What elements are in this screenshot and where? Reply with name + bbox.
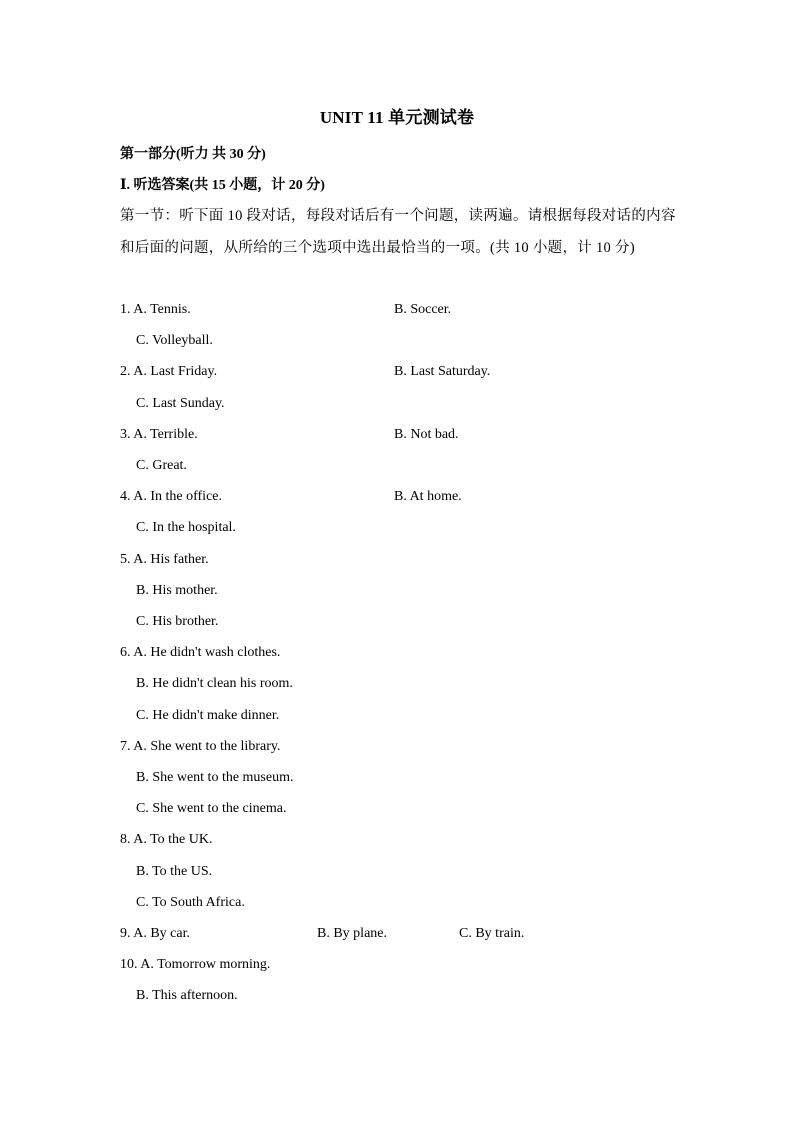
question-6-option-a: 6. A. He didn't wash clothes. bbox=[120, 645, 281, 660]
question-2-option-b: B. Last Saturday. bbox=[394, 364, 491, 379]
question-1-option-b: B. Soccer. bbox=[394, 302, 452, 317]
question-8-option-c: C. To South Africa. bbox=[136, 895, 245, 910]
question-1-option-a: 1. A. Tennis. bbox=[120, 302, 191, 317]
question-7-option-c: C. She went to the cinema. bbox=[136, 801, 287, 816]
question-10-option-b: B. This afternoon. bbox=[136, 988, 238, 1003]
question-5-option-c: C. His brother. bbox=[136, 614, 219, 629]
question-1-option-c: C. Volleyball. bbox=[136, 333, 213, 348]
question-7-option-b: B. She went to the museum. bbox=[136, 770, 294, 785]
question-6-option-b: B. He didn't clean his room. bbox=[136, 676, 293, 691]
question-10-option-a: 10. A. Tomorrow morning. bbox=[120, 957, 271, 972]
question-3-option-b: B. Not bad. bbox=[394, 427, 459, 442]
instructions-paragraph: 第一节：听下面 10 段对话，每段对话后有一个问题，读两遍。请根据每段对话的内容和后面的问题，从所给的三个选项中选出最恰当的一项。(共 10 小题，计 10 分) bbox=[120, 208, 676, 256]
question-5-option-b: B. His mother. bbox=[136, 583, 218, 598]
question-2-option-a: 2. A. Last Friday. bbox=[120, 364, 218, 379]
section-heading: Ⅰ. 听选答案(共 15 小题，计 20 分) bbox=[120, 178, 325, 193]
question-4-option-a: 4. A. In the office. bbox=[120, 489, 222, 504]
question-5-option-a: 5. A. His father. bbox=[120, 552, 209, 567]
question-4-option-b: B. At home. bbox=[394, 489, 462, 504]
part-heading: 第一部分(听力 共 30 分) bbox=[120, 147, 266, 162]
question-6-option-c: C. He didn't make dinner. bbox=[136, 708, 280, 723]
question-8-option-a: 8. A. To the UK. bbox=[120, 832, 213, 847]
question-9-option-b: B. By plane. bbox=[317, 926, 387, 941]
question-9-option-c: C. By train. bbox=[459, 926, 525, 941]
question-2-option-c: C. Last Sunday. bbox=[136, 396, 225, 411]
question-9-option-a: 9. A. By car. bbox=[120, 926, 190, 941]
question-3-option-c: C. Great. bbox=[136, 458, 187, 473]
question-7-option-a: 7. A. She went to the library. bbox=[120, 739, 281, 754]
question-8-option-b: B. To the US. bbox=[136, 864, 213, 879]
question-4-option-c: C. In the hospital. bbox=[136, 520, 236, 535]
question-3-option-a: 3. A. Terrible. bbox=[120, 427, 198, 442]
page-title: UNIT 11 单元测试卷 bbox=[319, 108, 475, 127]
